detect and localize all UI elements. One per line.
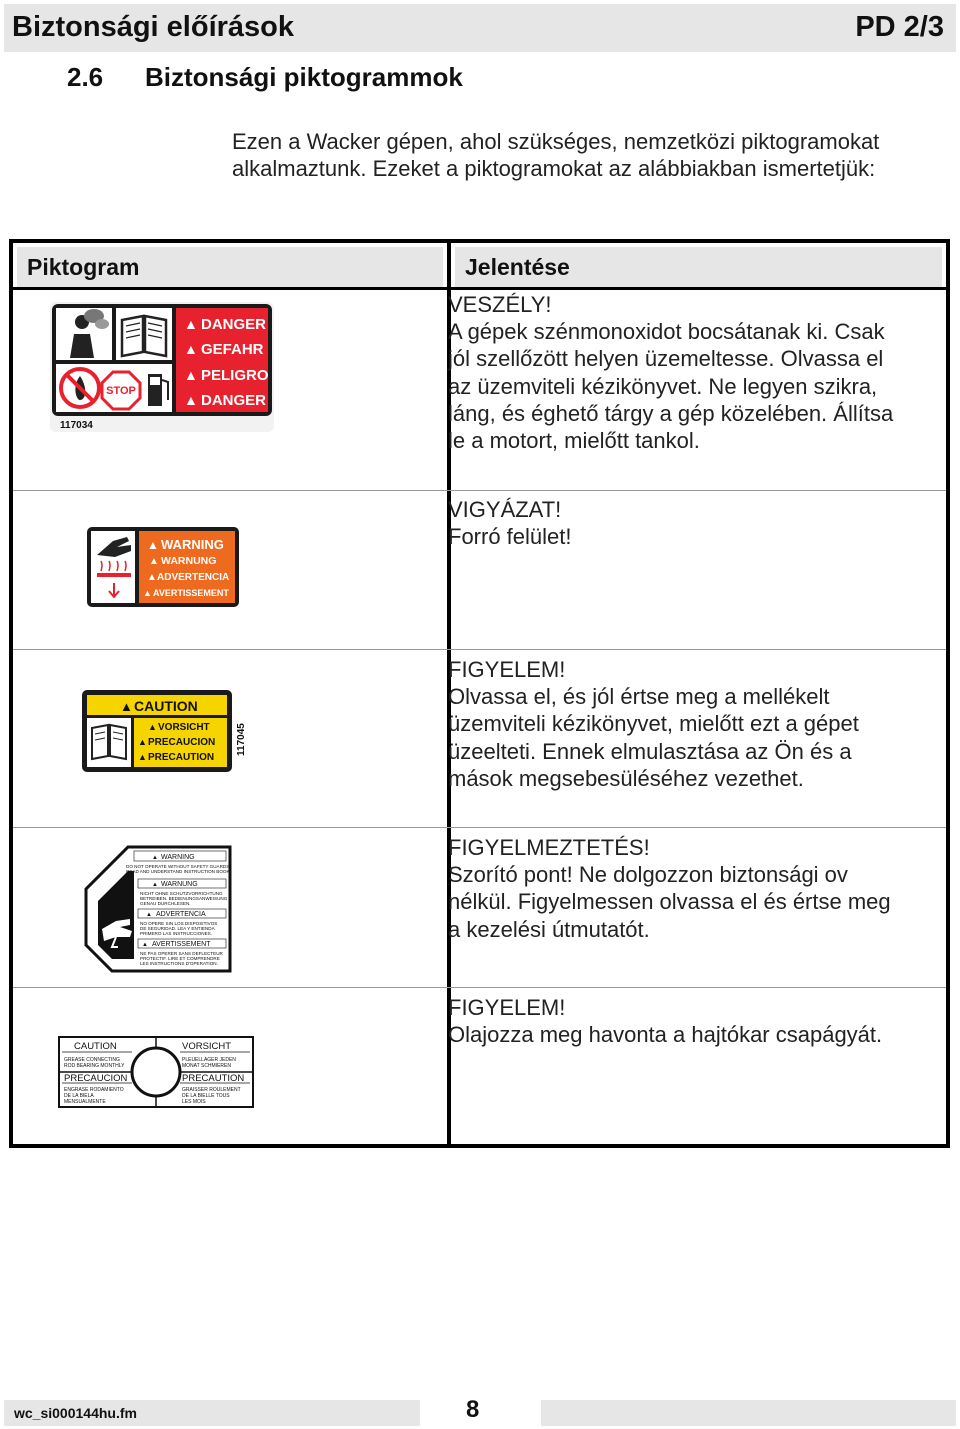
sign-word: WARNING [161,854,195,861]
meaning-line: üzeelteti. Ennek elmulasztása az Ön és a [448,738,852,764]
sign-word: CAUTION [134,698,198,714]
sign-fine-print: NE PAS OPERER SANS DEFLECTEUR [140,951,223,956]
sign-fine-print: PRIMERO LAS INSTRUCCIONES. [140,931,212,936]
sign-word: PRECAUTION [182,1073,245,1084]
document-page-code: PD 2/3 [855,11,944,43]
warning-triangle-icon: ▲ [120,699,133,714]
sign-word: PRECAUTION [148,752,215,763]
table-row-3-meaning [448,656,928,792]
sign-fine-print: READ AND UNDERSTAND INSTRUCTION BOOK [126,869,230,874]
meaning-line: A gépek szénmonoxidot bocsátanak ki. Csak [448,319,885,345]
meaning-line: Olajozza meg havonta a hajtókar csapágyát. [448,1022,883,1048]
meaning-line: jól szellőzött helyen üzemeltesse. Olvassa el [448,346,884,372]
warning-triangle-icon: ▲ [147,572,157,583]
meaning-line: Forró felület! [448,524,572,550]
warning-triangle-icon: ▲ [142,942,148,948]
sign-word: VORSICHT [158,722,210,733]
sign-word: AVERTISSEMENT [152,941,211,948]
table-row-2-meaning [448,496,928,550]
table-row-4-meaning [448,834,928,943]
table-row-1-meaning [448,291,928,454]
sign-fine-print: MENSUALMENTE [64,1099,106,1105]
sign-word: PRECAUCION [64,1073,128,1084]
danger-sign [50,302,274,432]
stop-label: STOP [106,385,136,397]
hot-surface-warning-sign [87,527,239,607]
meaning-line: a kezelési útmutatót. [448,916,650,942]
meaning-line: nélkül. Figyelmessen olvassa el és értse meg [448,889,891,915]
sign-fine-print: MONAT SCHMIEREN [182,1063,231,1069]
meaning-line: Szorító pont! Ne dolgozzon biztonsági ov [448,862,848,888]
warning-triangle-icon: ▲ [138,737,147,747]
sign-word: WARNUNG [161,881,198,888]
sign-fine-print: DE LA BIELLE TOUS [182,1093,230,1099]
header-meaning-label: Jelentése [465,254,570,280]
sign-fine-print: BETREIBEN. BEDIENUNGSANWEISUNG [140,896,228,901]
sign-fine-print: DE LA BIELA [64,1093,94,1099]
meaning-line: üzemviteli kézikönyvet, mielőtt ezt a gépet [448,711,859,737]
part-number: 117034 [60,420,93,431]
row-divider [13,987,946,988]
sign-word: PRECAUCION [148,737,216,748]
sign-word: GEFAHR [201,341,264,358]
warning-triangle-icon: ▲ [184,316,198,332]
warning-triangle-icon: ▲ [184,341,198,357]
section-title: Biztonsági piktogrammok [145,62,463,92]
stop-engine-icon [102,372,140,409]
sign-word: DANGER [201,316,267,333]
meaning-line: láng, és éghető tárgy a gép közelében. Állítsa [448,400,894,426]
sign-fine-print: ENGRASE RODAMIENTO [64,1087,124,1093]
sign-fine-print: PLEUELLAGER JEDEN [182,1057,236,1063]
sign-fine-print: NICHT OHNE SCHUTZVORRICHTUNG [140,891,223,896]
meaning-heading: FIGYELMEZTETÉS! [448,835,650,860]
sign-fine-print: ROD BEARING MONTHLY [64,1063,125,1069]
meaning-line: mások megsebesüléséhez vezethet. [448,765,804,791]
grease-point-icon [132,1048,180,1096]
sign-fine-print: GRAISSER ROULEMENT [182,1087,241,1093]
sign-word: VORSICHT [182,1041,232,1052]
meaning-line: az üzemviteli kézikönyvet. Ne legyen szikra, [448,373,878,399]
sign-fine-print: NO OPERE SIN LOS DISPOSITIVOS [140,921,218,926]
header-pictogram-label: Piktogram [27,254,140,280]
sign-fine-print: DO NOT OPERATE WITHOUT SAFETY GUARDS [126,864,230,869]
pinch-point-warning-sign [82,845,234,975]
sign-word: ADVERTENCIA [156,911,206,918]
sign-fine-print: LES INSTRUCTIONS D'OPERATION. [140,961,218,966]
meaning-heading: FIGYELEM! [448,657,566,682]
sign-word: ADVERTENCIA [157,572,230,583]
sign-word: WARNING [161,537,224,552]
footer-page-number: 8 [466,1396,480,1423]
meaning-line: Olvassa el, és jól értse meg a mellékelt [448,684,830,710]
warning-triangle-icon: ▲ [152,855,158,861]
intro-paragraph: Ezen a Wacker gépen, ahol szükséges, nemzetközi piktogramokat alkalmaztunk. Ezeket a piktogramokat az alábbiakban ismertetjük: [232,129,880,181]
row-divider [13,827,946,828]
sign-word: CAUTION [74,1041,117,1052]
footer-filename: wc_si000144hu.fm [14,1405,137,1421]
part-number: 117045 [236,723,247,756]
sign-fine-print: PROTECTIF. LIRE ET COMPRENDRE [140,956,220,961]
warning-triangle-icon: ▲ [143,588,152,598]
warning-triangle-icon: ▲ [184,392,198,408]
warning-triangle-icon: ▲ [146,912,152,918]
table-header-row [13,243,946,291]
warning-triangle-icon: ▲ [147,538,159,552]
sign-fine-print: LES MOIS [182,1099,206,1105]
warning-triangle-icon: ▲ [184,367,198,383]
sign-fine-print: DE SEGURIDAD. LEA Y ENTIENDA [140,926,215,931]
sign-word: AVERTISSEMENT [153,588,229,598]
caution-read-manual-sign [82,690,248,772]
warning-triangle-icon: ▲ [148,722,157,732]
sign-word: WARNUNG [161,555,217,567]
header-divider [13,287,946,290]
sign-word: PELIGRO [201,367,269,384]
sign-word: DANGER [201,392,267,409]
row-divider [13,649,946,650]
meaning-heading: VIGYÁZAT! [448,497,562,522]
header-cell-pictogram [17,247,443,287]
footer-bar-right [541,1400,956,1426]
meaning-heading: FIGYELEM! [448,995,566,1020]
warning-triangle-icon: ▲ [149,556,159,567]
meaning-heading: VESZÉLY! [448,292,552,317]
document-title: Biztonsági előírások [12,11,295,43]
section-number: 2.6 [67,62,104,92]
sign-fine-print: GENAU DURCHLESEN. [140,901,191,906]
sign-fine-print: GREASE CONNECTING [64,1057,120,1063]
meaning-line: le a motort, mielőtt tankol. [448,428,700,454]
grease-bearing-caution-sign [58,1036,254,1108]
warning-triangle-icon: ▲ [152,882,158,888]
warning-triangle-icon: ▲ [138,752,147,762]
row-divider [13,490,946,491]
table-row-5-meaning [448,994,928,1048]
header-cell-meaning [455,247,942,287]
